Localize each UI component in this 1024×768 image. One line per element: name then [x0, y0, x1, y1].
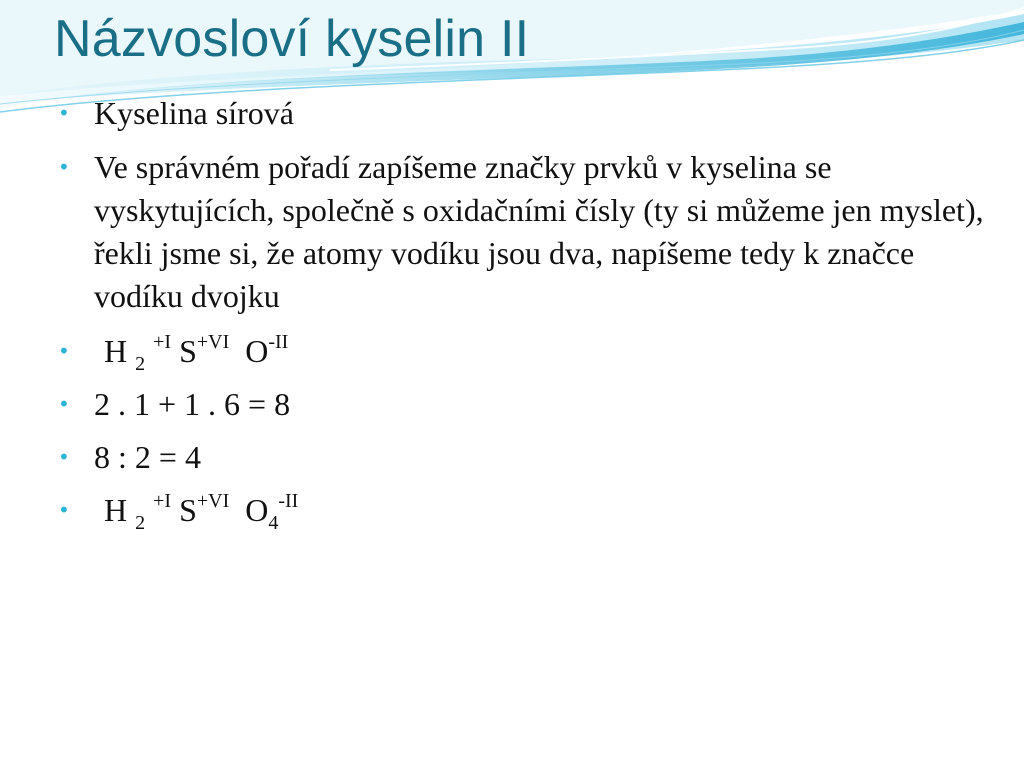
oxidation-o: -II [268, 331, 289, 353]
oxidation-s: +VI [196, 331, 230, 353]
oxidation-h: +I [153, 331, 172, 353]
bullet-dot-icon: • [58, 445, 70, 469]
formula [94, 490, 299, 534]
bullet-text: Kyselina sírová [94, 95, 294, 131]
bullet-dot-icon: • [58, 155, 70, 179]
oxidation-o: -II [278, 490, 299, 512]
bullet-item-formula-final [58, 489, 998, 532]
element-h: H [104, 333, 128, 369]
oxidation-h: +I [153, 490, 172, 512]
bullet-list [58, 92, 998, 532]
element-o: O [245, 492, 269, 528]
bullet-dot-icon: • [58, 339, 70, 363]
subscript-h: 2 [135, 353, 146, 375]
element-o: O [245, 333, 269, 369]
bullet-text: Ve správném pořadí zapíšeme značky prvků v kyselina se vyskytujících, společně s oxidačními čísly (ty si můžeme jen myslet), řekli jsme si, že atomy vodíku jsou dva, napíšeme tedy k značce vodíku dvojku [94, 149, 984, 314]
bullet-item-explanation [58, 146, 998, 318]
bullet-text: 2 . 1 + 1 . 6 = 8 [94, 386, 291, 422]
bullet-dot-icon: • [58, 392, 70, 416]
bullet-item-calculation-division [58, 436, 998, 479]
slide-title: Názvosloví kyselin II [54, 10, 530, 68]
bullet-item-formula-oxidation [58, 330, 998, 373]
subscript-h: 2 [135, 512, 146, 534]
bullet-item-calculation-sum [58, 383, 998, 426]
bullet-dot-icon: • [58, 498, 70, 522]
element-h: H [104, 492, 128, 528]
bullet-dot-icon: • [58, 101, 70, 125]
oxidation-s: +VI [196, 490, 230, 512]
element-s: S [179, 492, 197, 528]
bullet-item-kyselina [58, 92, 998, 135]
subscript-o: 4 [268, 512, 279, 534]
element-s: S [179, 333, 197, 369]
bullet-text: 8 : 2 = 4 [94, 439, 201, 475]
formula [94, 331, 289, 375]
